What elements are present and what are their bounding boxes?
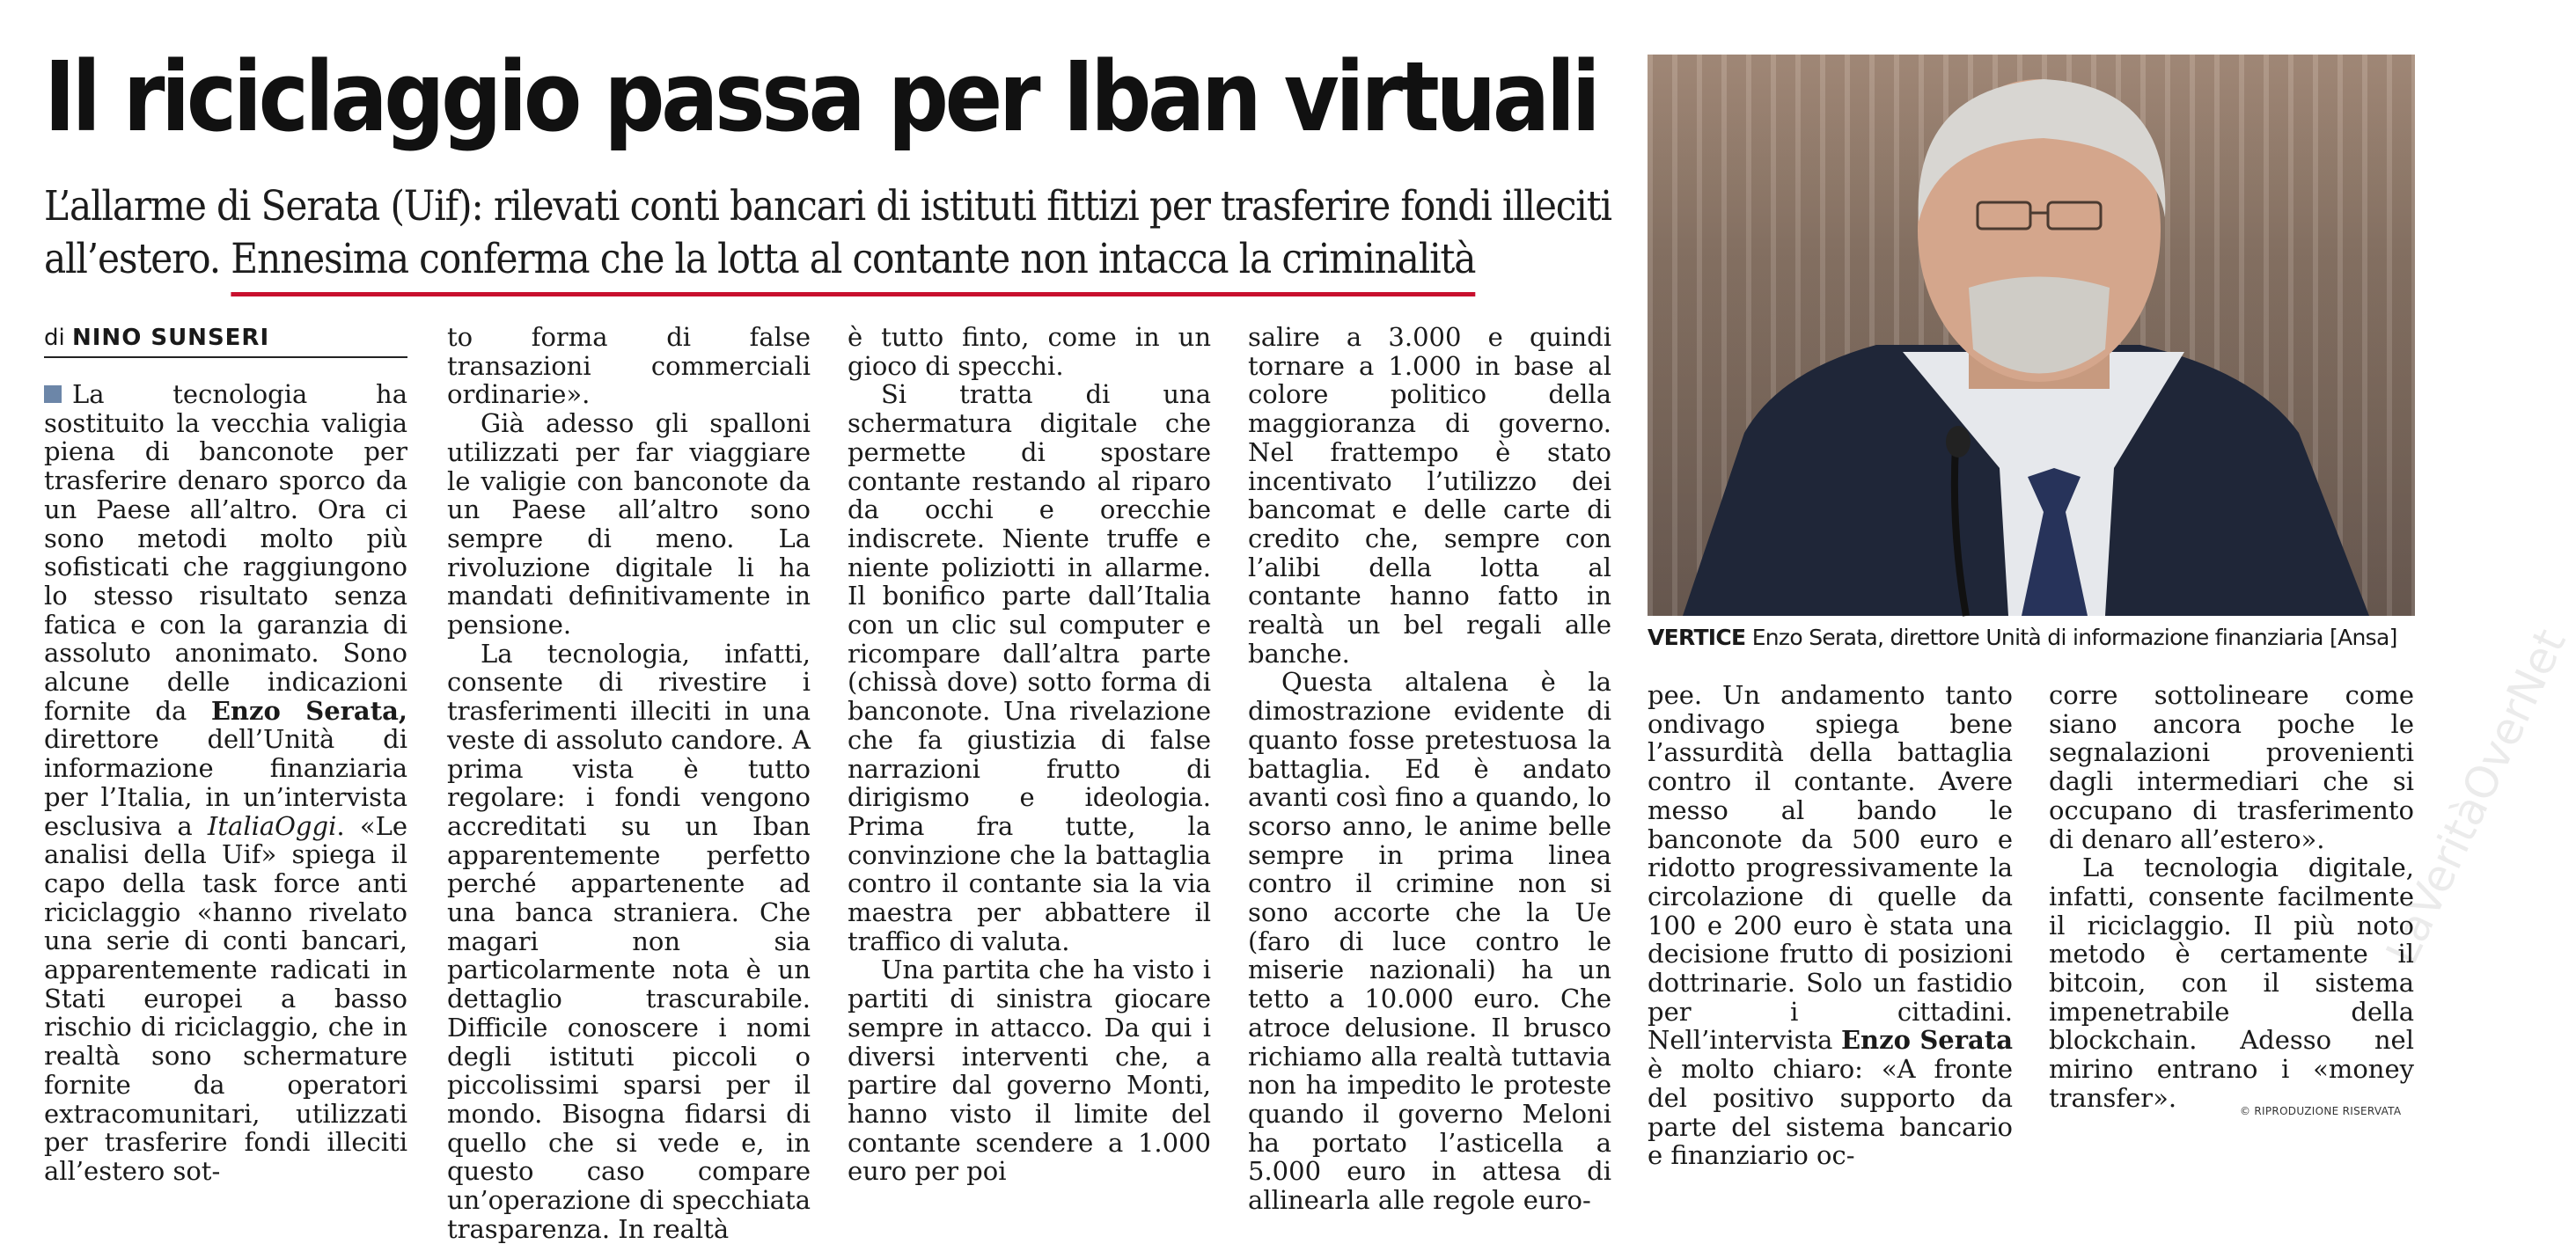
text-segment: La tecnologia ha sostituito la vecchia valigia piena di banconote per trasferire denaro sporco da un Paese all’altro. Ora ci sono metodi molto più sofisticati che raggiungono lo stesso risultato senza fatica e con la garanzia di assoluto anonimato. Sono alcune delle indicazioni fornite da [44, 379, 407, 726]
paragraph: Una partita che ha visto i partiti di sinistra giocare sempre in attacco. Da qui i diversi interventi che, a partire dal governo Monti, hanno visto il limite del contante scendere a 1.000 euro per poi [848, 955, 1211, 1187]
caption-text: Enzo Serata, direttore Unità di informazione finanziaria [Ansa] [1751, 625, 2397, 650]
article-column-5 [1648, 680, 2014, 1171]
text-segment: pee. Un andamento tanto ondivago spiega bene l’assurdità della battaglia contro il contante. Avere messo al bando le banconote da 500 euro e ridotto progressivamente la circolazione di quelle da 100 e 200 euro è stata una decisione frutto di posizioni dottrinarie. Solo un fastidio per i cittadini. Nell’intervista [1648, 680, 2013, 1056]
article-column-4 [1248, 322, 1611, 1216]
paragraph: Si tratta di una schermatura digitale che permette di spostare contante restando al riparo da occhi e orecchie indiscrete. Niente truffe e niente poliziotti in allarme. Il bonifico parte dall’Italia con un clic sul computer e ricompare dall’altra parte (chissà dove) sotto forma di banconote. Una rivelazione che fa giustizia di false narrazioni frutto di dirigismo e ideologia. Prima fra tutte, la convinzione che la battaglia contro il contante sia la via maestra per abbattere il traffico di valuta. [848, 379, 1211, 956]
publication-name: ItaliaOggi [207, 810, 337, 841]
beard [1969, 277, 2110, 374]
paragraph: salire a 3.000 e quindi tornare a 1.000 in base al colore politico della maggioranza di governo. Nel frattempo è stato incentivato l’utilizzo dei bancomat e delle carte di credito che, sempre con l’alibi della lotta al contante hanno fatto in realtà un bel regali alle banche. [1248, 322, 1611, 669]
headline: Il riciclaggio passa per Iban virtuali [44, 40, 1597, 153]
paragraph [44, 380, 407, 1186]
byline-author: NINO SUNSERI [72, 325, 270, 351]
paragraph: Questa altalena è la dimostrazione evidente di quanto fosse pretestuosa la battaglia. Ed è andato avanti così fino a quando, lo scorso anno, le anime belle sempre in prima linea contro il crimine non si sono accorte che la Ue (faro di luce contro le miserie nazionali) ha un tetto a 10.000 euro. Che atroce delusione. Il brusco richiamo alla realtà tuttavia non ha impedito le proteste quando il governo Meloni ha portato l’asticella a 5.000 euro in attesa di allinearla alle regole euro- [1248, 667, 1611, 1216]
paragraph: La tecnologia, infatti, consente di rivestire i trasferimenti illeciti in una veste di assoluto candore. A prima vista è tutto regolare: i fondi vengono accreditati su un Iban apparentemente perfetto perché appartenente ad una banca straniera. Che magari non sia particolarmente nota è un dettaglio trascurabile. Difficile conoscere i nomi degli istituti piccoli o piccolissimi sparsi per il mondo. Bisogna fidarsi di quello che si vede e, in questo caso compare un’operazione di specchiata trasparenza. In realtà [447, 638, 811, 1244]
paragraph: corre sottolineare come siano ancora poche le segnalazioni provenienti dagli intermediari che si occupano di trasferimento di denaro all’estero». [2049, 680, 2414, 854]
paragraph: La tecnologia digitale, infatti, consente facilmente il riciclaggio. Il più noto metodo è certamente il bitcoin, con il sistema impenetrabile della blockchain. Adesso nel mirino entrano i «money transfer». [2049, 853, 2414, 1113]
text-segment: direttore dell’Unità di informazione finanziaria per l’Italia, in un’intervista esclusiva a [44, 724, 407, 841]
article-column-2 [447, 322, 811, 1244]
person-name: Enzo Serata [1840, 1025, 2014, 1056]
paragraph: to forma di false transazioni commerciali ordinarie». [447, 322, 811, 410]
subhead-part-2-underlined: Ennesima conferma che la lotta al contante non intacca la criminalità [231, 235, 1475, 296]
photo-caption [1648, 622, 2415, 657]
caption-label: VERTICE [1648, 625, 1746, 650]
copyright-notice: © RIPRODUZIONE RISERVATA [2240, 1105, 2402, 1117]
article-column-1 [44, 379, 408, 1186]
subheadline [44, 180, 1660, 286]
text-segment: . «Le analisi della Uif» spiega il capo della task force anti riciclaggio «hanno rivelato una serie di conti bancari, apparentemente radicati in Stati europei a basso rischio di riciclaggio, che in realtà sono schermature fornite da operatori extracomunitari, utilizzati per trasferire fondi illeciti all’estero sot- [44, 810, 408, 1186]
paragraph: è tutto finto, come in un gioco di specchi. [848, 322, 1211, 381]
subhead-part-1: L’allarme di Serata (Uif): rilevati conti bancari di istituti fittizi per trasferire fondi illeciti all’estero. [44, 182, 1611, 283]
byline-prefix: di [44, 325, 65, 351]
paragraph [1648, 681, 2013, 1170]
portrait-figure [1648, 55, 2415, 616]
watermark: LaVeritàOverNet [2376, 621, 2576, 972]
person-name: Enzo Serata, [210, 695, 407, 726]
article-column-3 [848, 322, 1211, 1187]
lead-square-icon [44, 385, 62, 403]
text-segment: è molto chiaro: «A fronte del positivo supporto da parte del sistema bancario e finanziario oc- [1648, 1054, 2013, 1171]
paragraph: Già adesso gli spalloni utilizzati per far viaggiare le valigie con banconote da un Paese all’altro sono sempre di meno. La rivoluzione digitale li ha mandati definitivamente in pensione. [447, 408, 811, 640]
microphone-icon [1946, 426, 1971, 457]
portrait-photo [1648, 55, 2415, 616]
byline [44, 321, 407, 358]
